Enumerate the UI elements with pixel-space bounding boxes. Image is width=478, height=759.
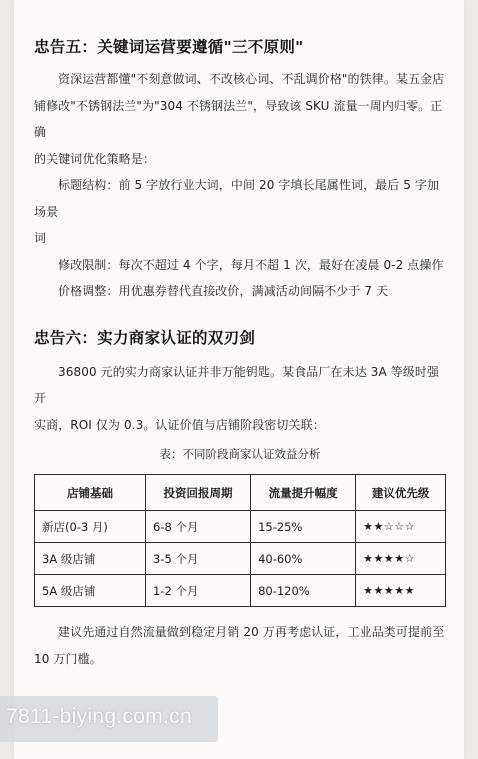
section5-item1-line1: 标题结构：前 5 字放行业大词，中间 20 字填长尾属性词，最后 5 字加场景 (34, 178, 440, 219)
priority-stars: ★★☆☆☆ (356, 511, 446, 543)
section6-intro-line1: 36800 元的实力商家认证并非万能钥匙。某食品厂在未达 3A 等级时强开 (34, 364, 440, 405)
watermark-banner (0, 696, 218, 742)
section5-item2: 修改限制：每次不超过 4 个字，每月不超 1 次，最好在凌晨 0-2 点操作 (58, 257, 444, 272)
section6-after-line2: 10 万门槛。 (34, 651, 102, 666)
section5-intro-line1: 资深运营都懂"不刻意做词、不改核心词、不乱调价格"的铁律。某五金店 (58, 72, 445, 86)
table-header-cell: 建议优先级 (356, 475, 446, 511)
priority-stars: ★★★★☆ (356, 543, 446, 575)
table-cell: 15-25% (251, 511, 356, 543)
section6-after-line1: 建议先通过自然流量做到稳定月销 20 万再考虑认证，工业品类可提前至 (58, 625, 445, 639)
table-cell: 80-120% (251, 575, 356, 607)
table-header-cell: 店铺基础 (35, 475, 146, 511)
table-cell: 6-8 个月 (145, 511, 250, 543)
section6-title: 忠告六：实力商家认证的双刃剑 (34, 328, 256, 347)
table-caption: 表：不同阶段商家认证效益分析 (159, 447, 321, 461)
section5-item1-line2: 词 (34, 231, 47, 245)
section5-intro-line3: 的关键词优化策略是： (34, 151, 156, 166)
table-row (35, 575, 446, 607)
section5-intro-line2: 铺修改"不锈钢法兰"为"304 不锈钢法兰"，导致该 SKU 流量一周内归零。正确 (34, 98, 443, 139)
article-content (34, 36, 446, 672)
table-cell: 3-5 个月 (145, 543, 250, 575)
table-row (35, 543, 446, 575)
certification-benefit-table (34, 474, 446, 607)
table-header-row (35, 475, 446, 511)
priority-stars: ★★★★★ (356, 575, 446, 607)
table-header-cell: 投资回报周期 (145, 475, 250, 511)
table-cell: 40-60% (251, 543, 356, 575)
section5-title: 忠告五：关键词运营要遵循"三不原则" (34, 38, 304, 56)
table-cell: 新店(0-3 月) (35, 511, 146, 543)
table-row (35, 511, 446, 543)
table-header-cell: 流量提升幅度 (251, 475, 356, 511)
table-cell: 1-2 个月 (145, 575, 250, 607)
section5-item3: 价格调整：用优惠券替代直接改价，满减活动间隔不少于 7 天 (58, 284, 389, 298)
table-cell: 5A 级店铺 (35, 575, 146, 607)
table-cell: 3A 级店铺 (35, 543, 146, 575)
section6-intro-line2: 实商，ROI 仅为 0.3。认证价值与店铺阶段密切关联： (34, 417, 325, 432)
article-page (14, 0, 464, 759)
watermark-text: 7811-biying.com.cn (6, 705, 192, 728)
